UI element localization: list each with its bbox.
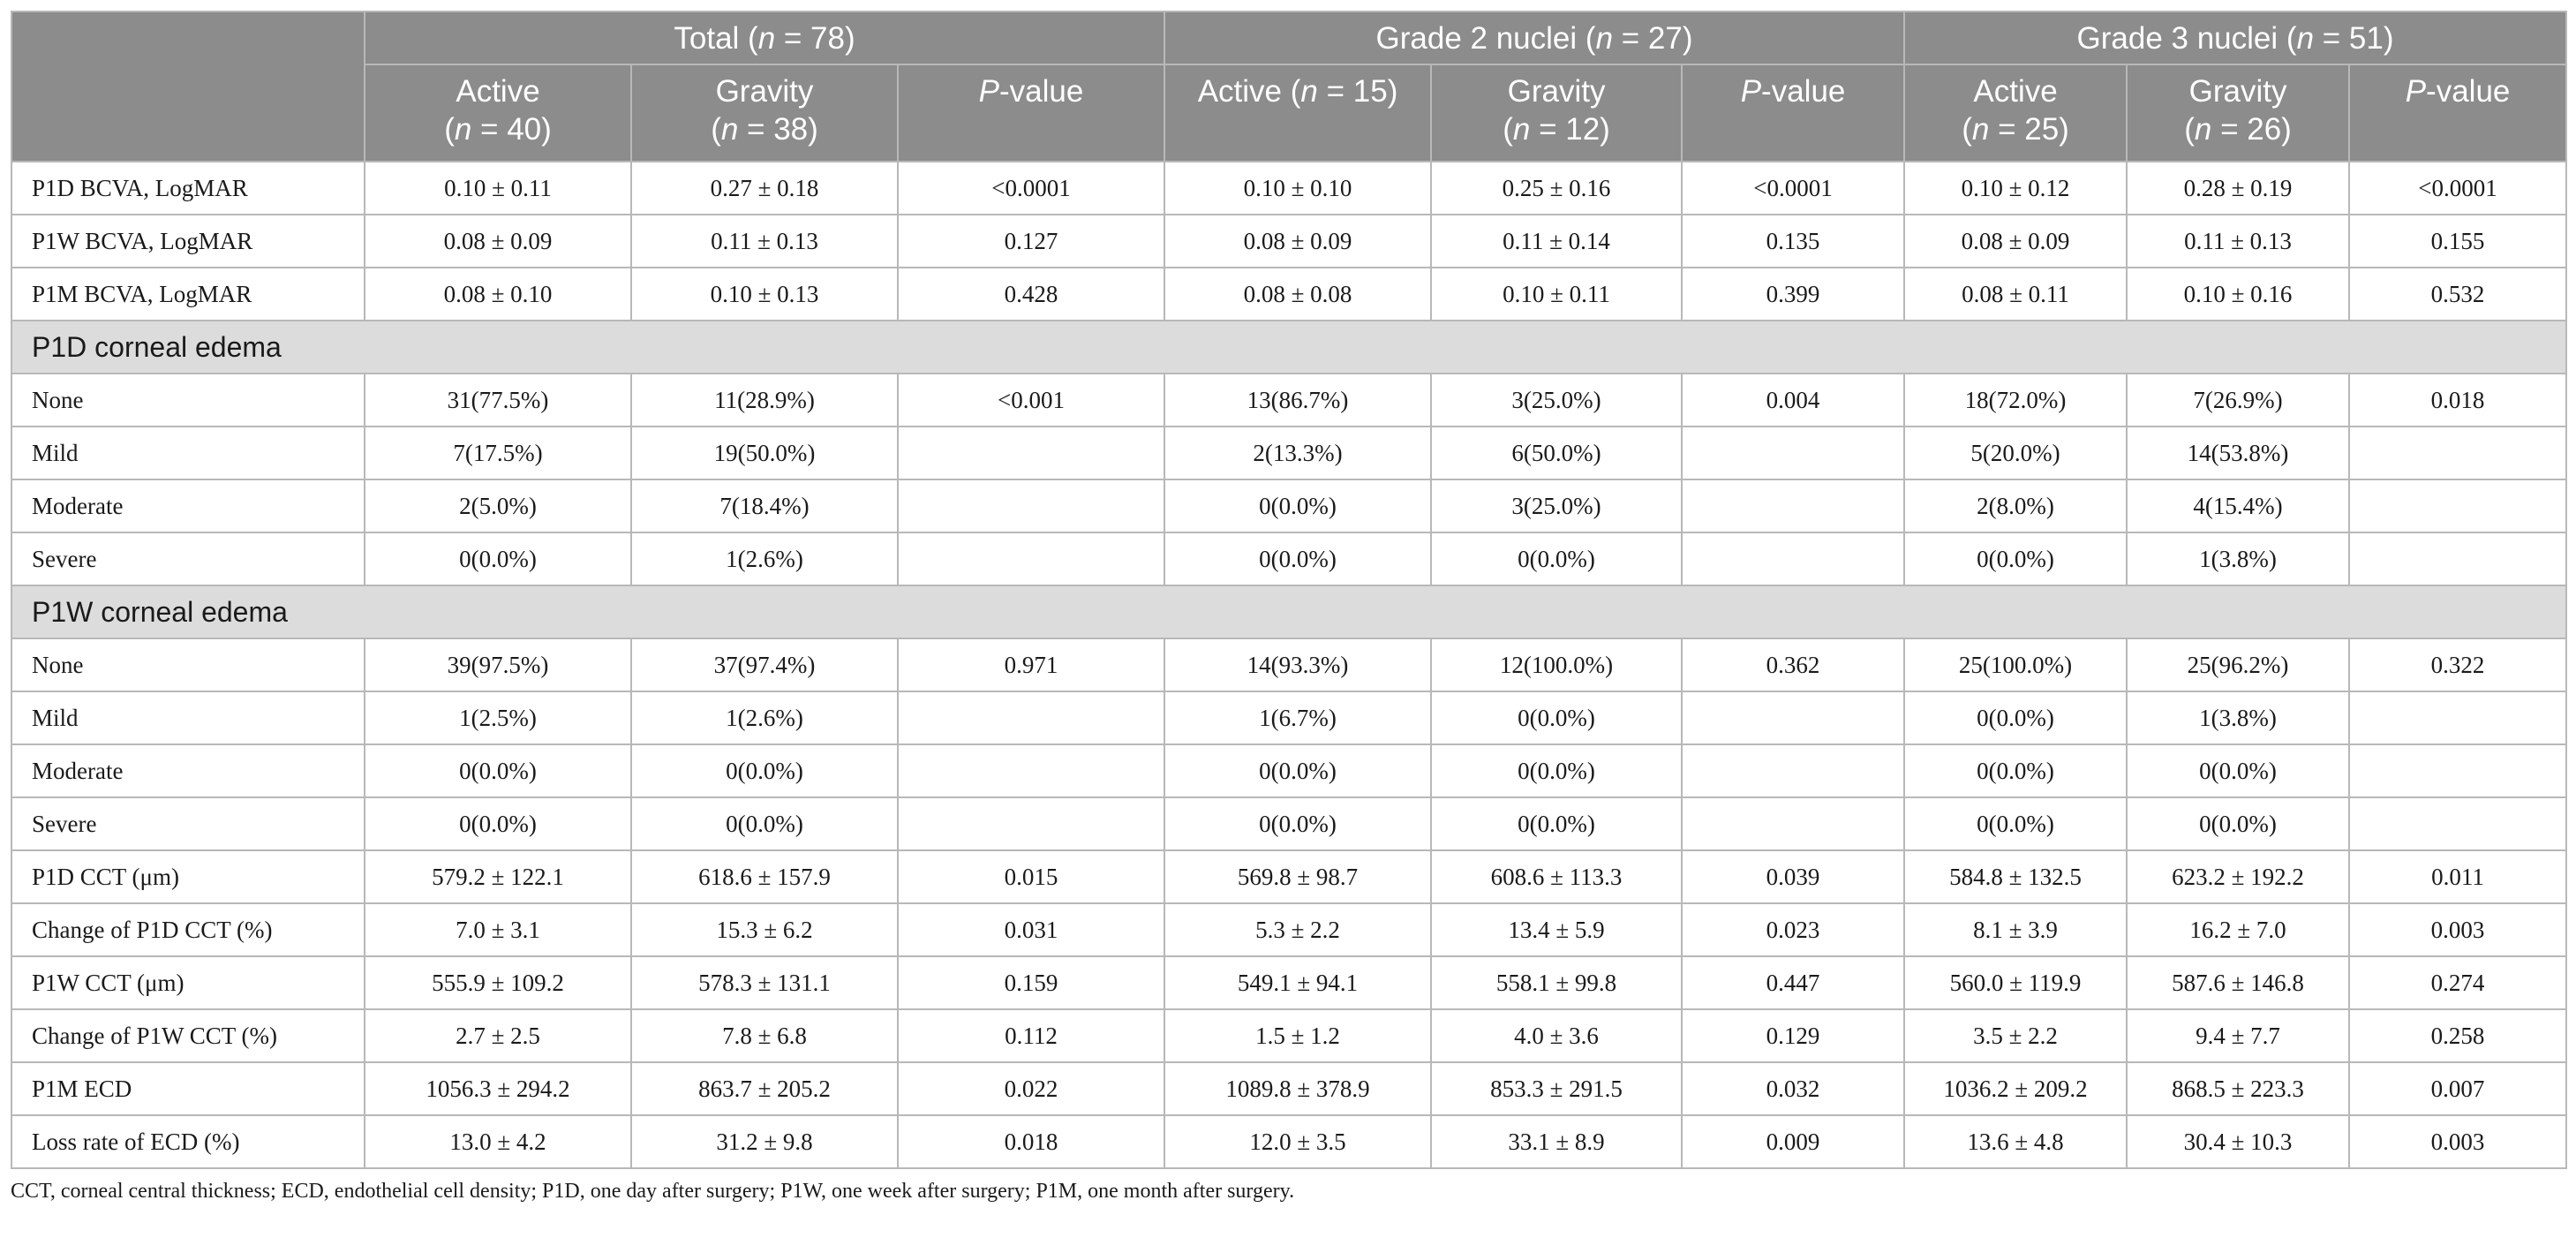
table-cell: 0.004 [1682, 374, 1904, 426]
table-cell: 5(20.0%) [1904, 426, 2127, 479]
table-cell: 0(0.0%) [1164, 479, 1431, 532]
table-cell: 14(93.3%) [1164, 638, 1431, 691]
table-cell: 0(0.0%) [1904, 691, 2127, 744]
table-cell: 0.08 ± 0.11 [1904, 268, 2127, 321]
table-cell: 0.003 [2349, 1115, 2566, 1168]
table-cell: 3(25.0%) [1431, 374, 1682, 426]
table-body [11, 162, 2566, 1168]
table-cell [1682, 479, 1904, 532]
table-cell: 25(96.2%) [2127, 638, 2349, 691]
table-cell: 0(0.0%) [1164, 532, 1431, 585]
table-cell: 0.11 ± 0.13 [2127, 215, 2349, 268]
table-cell: 0(0.0%) [365, 744, 631, 797]
table-cell: 13(86.7%) [1164, 374, 1431, 426]
table-cell: 0.127 [898, 215, 1164, 268]
header-group-row [11, 11, 2566, 64]
table-row [11, 903, 2566, 956]
table-cell: 0(0.0%) [1164, 744, 1431, 797]
table-cell: 33.1 ± 8.9 [1431, 1115, 1682, 1168]
table-cell: 1(2.6%) [631, 691, 898, 744]
table-cell [1682, 744, 1904, 797]
table-cell: 5.3 ± 2.2 [1164, 903, 1431, 956]
table-cell: 9.4 ± 7.7 [2127, 1009, 2349, 1062]
header-subcol-row [11, 64, 2566, 162]
table-cell: <0.0001 [2349, 162, 2566, 215]
table-cell: 0.258 [2349, 1009, 2566, 1062]
table-cell: 0(0.0%) [1164, 797, 1431, 850]
table-row [11, 426, 2566, 479]
table-cell [898, 532, 1164, 585]
table-cell: 14(53.8%) [2127, 426, 2349, 479]
table-cell: 558.1 ± 99.8 [1431, 956, 1682, 1009]
table-cell: 0.447 [1682, 956, 1904, 1009]
table-cell: 7.8 ± 6.8 [631, 1009, 898, 1062]
table-cell: 12.0 ± 3.5 [1164, 1115, 1431, 1168]
table-cell: 623.2 ± 192.2 [2127, 850, 2349, 903]
header-total-pvalue: P-value [898, 64, 1164, 162]
table-cell: 0(0.0%) [631, 797, 898, 850]
table-cell: 560.0 ± 119.9 [1904, 956, 2127, 1009]
table-row [11, 638, 2566, 691]
table-cell: 0.007 [2349, 1062, 2566, 1115]
row-label: P1M ECD [11, 1062, 365, 1115]
table-row [11, 744, 2566, 797]
row-label: P1W BCVA, LogMAR [11, 215, 365, 268]
header-empty-cell [11, 11, 365, 162]
row-label: Mild [11, 691, 365, 744]
table-cell: 587.6 ± 146.8 [2127, 956, 2349, 1009]
table-cell: <0.0001 [898, 162, 1164, 215]
table-cell: 0.532 [2349, 268, 2566, 321]
table-row [11, 162, 2566, 215]
table-cell: 0(0.0%) [1431, 532, 1682, 585]
table-cell: 0(0.0%) [1904, 532, 2127, 585]
table-cell: 0.015 [898, 850, 1164, 903]
header-group-grade3: Grade 3 nuclei (n = 51) [1904, 11, 2566, 64]
table-cell: 0.08 ± 0.09 [1904, 215, 2127, 268]
results-table [11, 11, 2567, 1169]
header-grade2-gravity: Gravity (n = 12) [1431, 64, 1682, 162]
table-cell: 16.2 ± 7.0 [2127, 903, 2349, 956]
table-cell: 0.032 [1682, 1062, 1904, 1115]
table-container [11, 11, 2565, 1204]
table-cell: 0.08 ± 0.09 [365, 215, 631, 268]
table-cell: 0.08 ± 0.10 [365, 268, 631, 321]
table-cell: 1036.2 ± 209.2 [1904, 1062, 2127, 1115]
table-footnote: CCT, corneal central thickness; ECD, endothelial cell density; P1D, one day after surgery; P1W, one week after surgery; P1M, one month after surgery. [11, 1180, 1295, 1203]
row-label: P1W CCT (μm) [11, 956, 365, 1009]
table-cell: 3(25.0%) [1431, 479, 1682, 532]
table-row [11, 215, 2566, 268]
table-cell: <0.001 [898, 374, 1164, 426]
table-cell: 0.08 ± 0.08 [1164, 268, 1431, 321]
table-cell: 11(28.9%) [631, 374, 898, 426]
table-cell: 13.4 ± 5.9 [1431, 903, 1682, 956]
table-cell: 12(100.0%) [1431, 638, 1682, 691]
table-cell: 0.322 [2349, 638, 2566, 691]
table-cell: 863.7 ± 205.2 [631, 1062, 898, 1115]
table-cell: 0(0.0%) [1431, 797, 1682, 850]
table-cell: 15.3 ± 6.2 [631, 903, 898, 956]
table-cell: 6(50.0%) [1431, 426, 1682, 479]
row-label: Change of P1W CCT (%) [11, 1009, 365, 1062]
table-cell: 2.7 ± 2.5 [365, 1009, 631, 1062]
row-label: Change of P1D CCT (%) [11, 903, 365, 956]
table-cell: 4.0 ± 3.6 [1431, 1009, 1682, 1062]
table-cell: 0(0.0%) [1431, 691, 1682, 744]
table-cell [1682, 797, 1904, 850]
table-cell [2349, 426, 2566, 479]
table-cell: 13.0 ± 4.2 [365, 1115, 631, 1168]
table-cell: 7(26.9%) [2127, 374, 2349, 426]
table-cell: 1(6.7%) [1164, 691, 1431, 744]
table-cell [2349, 479, 2566, 532]
table-cell: 0.129 [1682, 1009, 1904, 1062]
table-row [11, 1009, 2566, 1062]
row-label: None [11, 638, 365, 691]
row-label: Severe [11, 797, 365, 850]
section-label: P1D corneal edema [11, 321, 2566, 374]
table-cell: 7(17.5%) [365, 426, 631, 479]
table-cell: 31(77.5%) [365, 374, 631, 426]
table-cell: 31.2 ± 9.8 [631, 1115, 898, 1168]
header-group-total: Total (n = 78) [365, 11, 1164, 64]
table-cell: 0.112 [898, 1009, 1164, 1062]
row-label: P1D CCT (μm) [11, 850, 365, 903]
table-cell [898, 691, 1164, 744]
table-row [11, 479, 2566, 532]
table-cell: 608.6 ± 113.3 [1431, 850, 1682, 903]
table-cell: 0.428 [898, 268, 1164, 321]
table-cell: 584.8 ± 132.5 [1904, 850, 2127, 903]
row-label: P1D BCVA, LogMAR [11, 162, 365, 215]
table-cell: 3.5 ± 2.2 [1904, 1009, 2127, 1062]
table-cell: 569.8 ± 98.7 [1164, 850, 1431, 903]
table-row [11, 1062, 2566, 1115]
row-label: P1M BCVA, LogMAR [11, 268, 365, 321]
table-cell: 18(72.0%) [1904, 374, 2127, 426]
table-cell: 37(97.4%) [631, 638, 898, 691]
table-cell: 578.3 ± 131.1 [631, 956, 898, 1009]
table-cell: 2(13.3%) [1164, 426, 1431, 479]
table-cell: 0.399 [1682, 268, 1904, 321]
table-cell: 0.018 [2349, 374, 2566, 426]
section-row [11, 585, 2566, 638]
table-cell [2349, 691, 2566, 744]
table-cell: 1(2.5%) [365, 691, 631, 744]
table-cell: 0.039 [1682, 850, 1904, 903]
header-grade2-pvalue: P-value [1682, 64, 1904, 162]
table-cell: 618.6 ± 157.9 [631, 850, 898, 903]
table-cell: 0(0.0%) [1904, 797, 2127, 850]
table-cell [898, 426, 1164, 479]
table-cell: 0(0.0%) [365, 532, 631, 585]
table-row [11, 268, 2566, 321]
table-cell: 0.031 [898, 903, 1164, 956]
table-row [11, 797, 2566, 850]
table-cell: 1056.3 ± 294.2 [365, 1062, 631, 1115]
table-cell [1682, 426, 1904, 479]
row-label: Severe [11, 532, 365, 585]
table-cell [1682, 691, 1904, 744]
table-cell: 0.10 ± 0.10 [1164, 162, 1431, 215]
table-cell: 549.1 ± 94.1 [1164, 956, 1431, 1009]
table-cell: 4(15.4%) [2127, 479, 2349, 532]
table-cell: 1089.8 ± 378.9 [1164, 1062, 1431, 1115]
table-cell [2349, 532, 2566, 585]
table-cell: 0.023 [1682, 903, 1904, 956]
table-cell: 30.4 ± 10.3 [2127, 1115, 2349, 1168]
header-grade3-pvalue: P-value [2349, 64, 2566, 162]
table-cell: 0.009 [1682, 1115, 1904, 1168]
table-cell: 39(97.5%) [365, 638, 631, 691]
table-cell: 0.27 ± 0.18 [631, 162, 898, 215]
table-cell: 8.1 ± 3.9 [1904, 903, 2127, 956]
table-cell: 0.003 [2349, 903, 2566, 956]
table-cell: 0.08 ± 0.09 [1164, 215, 1431, 268]
table-cell: 0.10 ± 0.11 [1431, 268, 1682, 321]
table-cell: 7.0 ± 3.1 [365, 903, 631, 956]
row-label: Moderate [11, 744, 365, 797]
table-cell: 0.155 [2349, 215, 2566, 268]
table-cell: 19(50.0%) [631, 426, 898, 479]
table-cell: 0.011 [2349, 850, 2566, 903]
header-grade3-active: Active (n = 25) [1904, 64, 2127, 162]
table-cell [898, 797, 1164, 850]
table-cell: 13.6 ± 4.8 [1904, 1115, 2127, 1168]
table-cell [898, 479, 1164, 532]
table-cell: 0.971 [898, 638, 1164, 691]
table-cell: 0.135 [1682, 215, 1904, 268]
table-row [11, 1115, 2566, 1168]
header-total-gravity: Gravity (n = 38) [631, 64, 898, 162]
table-row [11, 532, 2566, 585]
table-cell: 0(0.0%) [2127, 797, 2349, 850]
section-label: P1W corneal edema [11, 585, 2566, 638]
table-cell: 0(0.0%) [1904, 744, 2127, 797]
table-cell: 555.9 ± 109.2 [365, 956, 631, 1009]
table-cell [2349, 744, 2566, 797]
header-grade2-active: Active (n = 15) [1164, 64, 1431, 162]
table-cell: 0.274 [2349, 956, 2566, 1009]
table-cell: 0.10 ± 0.12 [1904, 162, 2127, 215]
table-cell: 0.022 [898, 1062, 1164, 1115]
table-cell: 0.362 [1682, 638, 1904, 691]
table-cell: 0.10 ± 0.13 [631, 268, 898, 321]
table-row [11, 374, 2566, 426]
header-grade3-gravity: Gravity (n = 26) [2127, 64, 2349, 162]
table-cell: 0.11 ± 0.13 [631, 215, 898, 268]
section-row [11, 321, 2566, 374]
table-cell: 7(18.4%) [631, 479, 898, 532]
table-cell: 579.2 ± 122.1 [365, 850, 631, 903]
row-label: None [11, 374, 365, 426]
table-cell [1682, 532, 1904, 585]
table-cell: 1(2.6%) [631, 532, 898, 585]
table-cell: 0.10 ± 0.16 [2127, 268, 2349, 321]
row-label: Mild [11, 426, 365, 479]
table-cell: 0(0.0%) [1431, 744, 1682, 797]
table-cell: 868.5 ± 223.3 [2127, 1062, 2349, 1115]
table-row [11, 956, 2566, 1009]
table-cell [898, 744, 1164, 797]
table-cell: 1(3.8%) [2127, 532, 2349, 585]
table-cell: 2(8.0%) [1904, 479, 2127, 532]
row-label: Loss rate of ECD (%) [11, 1115, 365, 1168]
table-cell: 853.3 ± 291.5 [1431, 1062, 1682, 1115]
row-label: Moderate [11, 479, 365, 532]
table-row [11, 850, 2566, 903]
table-cell: 0.10 ± 0.11 [365, 162, 631, 215]
header-total-active: Active (n = 40) [365, 64, 631, 162]
table-cell [2349, 797, 2566, 850]
table-row [11, 691, 2566, 744]
table-cell: <0.0001 [1682, 162, 1904, 215]
table-header [11, 11, 2566, 162]
header-group-grade2: Grade 2 nuclei (n = 27) [1164, 11, 1904, 64]
table-cell: 0(0.0%) [2127, 744, 2349, 797]
table-cell: 0.018 [898, 1115, 1164, 1168]
table-cell: 1(3.8%) [2127, 691, 2349, 744]
table-cell: 0.159 [898, 956, 1164, 1009]
table-cell: 25(100.0%) [1904, 638, 2127, 691]
table-cell: 0.25 ± 0.16 [1431, 162, 1682, 215]
table-cell: 0(0.0%) [365, 797, 631, 850]
table-cell: 1.5 ± 1.2 [1164, 1009, 1431, 1062]
table-cell: 2(5.0%) [365, 479, 631, 532]
table-cell: 0.28 ± 0.19 [2127, 162, 2349, 215]
table-cell: 0.11 ± 0.14 [1431, 215, 1682, 268]
table-cell: 0(0.0%) [631, 744, 898, 797]
